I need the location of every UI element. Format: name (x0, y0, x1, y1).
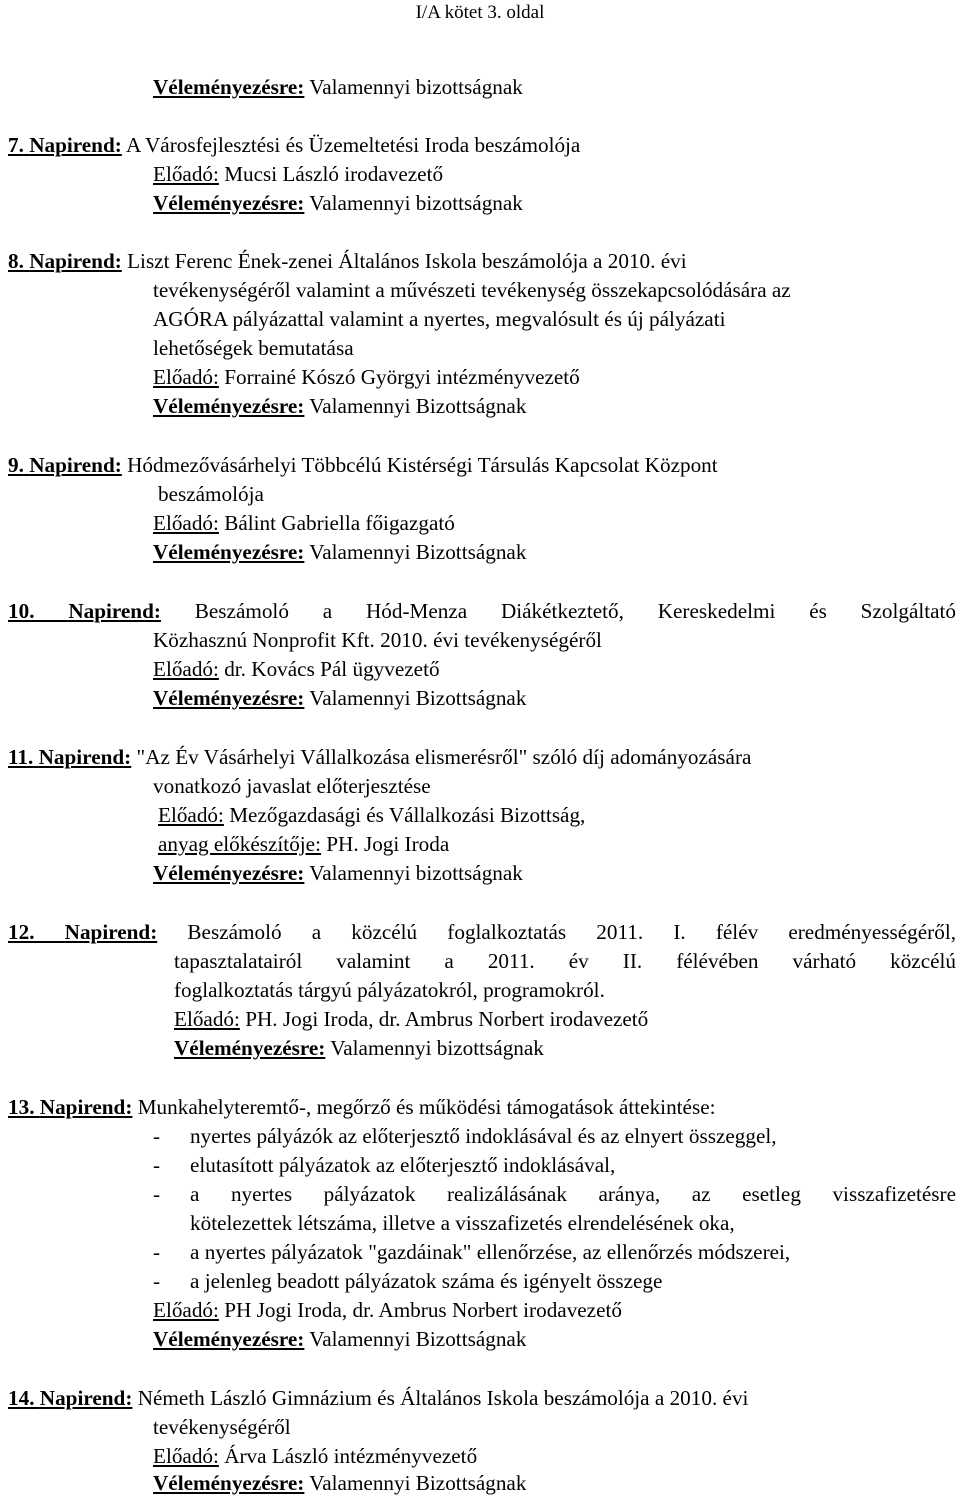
agenda-item-8-title-line: lehetőségek bemutatása (153, 336, 354, 360)
opinion-label: Véleményezésre: (153, 540, 305, 564)
presenter-label: Előadó: (153, 657, 219, 681)
presenter-value: Bálint Gabriella főigazgató (224, 511, 455, 535)
opinion-value: Valamennyi Bizottságnak (309, 394, 527, 418)
agenda-item-7-presenter (153, 161, 443, 187)
agenda-item-9-presenter (153, 510, 455, 536)
opinion-label: Véleményezésre: (153, 1471, 305, 1495)
agenda-item-7-opinion (153, 190, 523, 216)
agenda-title: Beszámoló a közcélú foglalkoztatás 2011. I. félév eredményességéről, (187, 920, 956, 944)
agenda-item-8-heading (8, 248, 687, 274)
opinion-value: Valamennyi Bizottságnak (309, 540, 527, 564)
agenda-item-9-opinion (153, 539, 526, 565)
bullet-item: a nyertes pályázatok realizálásának aránya, az esetleg visszafizetésre (190, 1182, 956, 1206)
opinion-value: Valamennyi bizottságnak (330, 1036, 544, 1060)
bullet-dash: - (153, 1240, 161, 1264)
agenda-item-10-title-line: Közhasznú Nonprofit Kft. 2010. évi tevékenységéről (153, 628, 602, 652)
agenda-item-12-heading (8, 919, 956, 945)
presenter-label: Előadó: (153, 365, 219, 389)
agenda-item-8-title-line: tevékenységéről valamint a művészeti tevékenység összekapcsolódására az (153, 278, 791, 302)
agenda-item-9-title-line: beszámolója (158, 482, 264, 506)
preparer-value: PH. Jogi Iroda (326, 832, 450, 856)
opinion-label: Véleményezésre: (153, 1327, 305, 1351)
agenda-item-12-opinion (174, 1035, 544, 1061)
agenda-item-11-heading (8, 744, 751, 770)
agenda-title: Németh László Gimnázium és Általános Iskola beszámolója a 2010. évi (137, 1386, 749, 1410)
opinion-label: Véleményezésre: (153, 394, 305, 418)
agenda-item-10-presenter (153, 656, 440, 682)
agenda-item-12-title-line: tapasztalatairól valamint a 2011. év II. félévében várható közcélú (174, 949, 956, 973)
page-header: I/A kötet 3. oldal (415, 2, 545, 23)
presenter-label: Előadó: (153, 1298, 219, 1322)
presenter-label: Előadó: (158, 803, 224, 827)
bullet-item: a nyertes pályázatok "gazdáinak" ellenőrzése, az ellenőrzés módszerei, (190, 1240, 791, 1264)
agenda-item-10-opinion (153, 685, 526, 711)
preparer-label: anyag előkészítője: (158, 832, 321, 856)
agenda-title: A Városfejlesztési és Üzemeltetési Iroda beszámolója (125, 133, 581, 157)
presenter-label: Előadó: (153, 511, 219, 535)
opinion-label: Véleményezésre: (174, 1036, 326, 1060)
agenda-title: Beszámoló a Hód-Menza Diákétkeztető, Kereskedelmi és Szolgáltató (194, 599, 957, 623)
opinion-value: Valamennyi Bizottságnak (309, 1327, 527, 1351)
presenter-value: dr. Kovács Pál ügyvezető (224, 657, 440, 681)
opinion-label: Véleményezésre: (153, 861, 305, 885)
opinion-value: Valamennyi bizottságnak (309, 191, 523, 215)
agenda-item-11-preparer (158, 831, 449, 857)
agenda-number: 12. Napirend: (8, 920, 158, 944)
agenda-item-12-title-line: foglalkoztatás tárgyú pályázatokról, programokról. (174, 978, 605, 1002)
agenda-item-7-heading (8, 132, 580, 158)
agenda-number: 14. Napirend: (8, 1386, 133, 1410)
bullet-item-continuation: kötelezettek létszáma, illetve a visszafizetés elrendelésének oka, (190, 1211, 735, 1235)
agenda-item-14-heading (8, 1385, 748, 1411)
presenter-value: Mucsi László irodavezető (224, 162, 444, 186)
agenda-number: 7. Napirend: (8, 133, 122, 157)
agenda-number: 9. Napirend: (8, 453, 122, 477)
agenda-title: Liszt Ferenc Ének-zenei Általános Iskola beszámolója a 2010. évi (127, 249, 687, 273)
presenter-value: PH. Jogi Iroda, dr. Ambrus Norbert irodavezető (245, 1007, 649, 1031)
opinion-value: Valamennyi Bizottságnak (309, 1471, 527, 1495)
presenter-label: Előadó: (153, 1444, 219, 1468)
agenda-item-11-opinion (153, 860, 523, 886)
agenda-item-14-presenter (153, 1443, 477, 1469)
agenda-number: 8. Napirend: (8, 249, 122, 273)
agenda-item-11-title-line: vonatkozó javaslat előterjesztése (153, 774, 431, 798)
intro-opinion-line (153, 74, 523, 100)
opinion-value: Valamennyi bizottságnak (309, 75, 523, 99)
agenda-item-13-presenter (153, 1297, 622, 1323)
bullet-item: elutasított pályázatok az előterjesztő indoklásával, (190, 1153, 616, 1177)
bullet-dash: - (153, 1124, 161, 1148)
agenda-item-13-opinion (153, 1326, 526, 1352)
agenda-item-9-heading (8, 452, 718, 478)
agenda-number: 10. Napirend: (8, 599, 161, 623)
opinion-label: Véleményezésre: (153, 686, 305, 710)
opinion-label: Véleményezésre: (153, 75, 305, 99)
agenda-item-10-heading (8, 598, 956, 624)
bullet-dash: - (153, 1269, 161, 1293)
bullet-item: nyertes pályázók az előterjesztő indoklásával és az elnyert összeggel, (190, 1124, 777, 1148)
presenter-value: Árva László intézményvezető (224, 1444, 478, 1468)
agenda-item-11-presenter (158, 802, 585, 828)
agenda-item-14-title-line: tevékenységéről (153, 1415, 291, 1439)
opinion-label: Véleményezésre: (153, 191, 305, 215)
agenda-number: 11. Napirend: (8, 745, 132, 769)
agenda-item-8-title-line: AGÓRA pályázattal valamint a nyertes, megvalósult és új pályázati (153, 307, 726, 331)
presenter-value: PH Jogi Iroda, dr. Ambrus Norbert irodavezető (224, 1298, 622, 1322)
agenda-number: 13. Napirend: (8, 1095, 133, 1119)
agenda-item-14-opinion (153, 1470, 526, 1496)
opinion-value: Valamennyi Bizottságnak (309, 686, 527, 710)
bullet-dash: - (153, 1182, 161, 1206)
opinion-value: Valamennyi bizottságnak (309, 861, 523, 885)
bullet-dash: - (153, 1153, 161, 1177)
agenda-title: "Az Év Vásárhelyi Vállalkozása elismerésről" szóló díj adományozására (136, 745, 752, 769)
bullet-item: a jelenleg beadott pályázatok száma és igényelt összege (190, 1269, 663, 1293)
agenda-item-8-opinion (153, 393, 526, 419)
presenter-label: Előadó: (153, 162, 219, 186)
agenda-title: Hódmezővásárhelyi Többcélú Kistérségi Társulás Kapcsolat Központ (127, 453, 718, 477)
agenda-item-8-presenter (153, 364, 580, 390)
agenda-item-12-presenter (174, 1006, 648, 1032)
presenter-label: Előadó: (174, 1007, 240, 1031)
presenter-value: Mezőgazdasági és Vállalkozási Bizottság, (229, 803, 586, 827)
agenda-item-13-heading (8, 1094, 716, 1120)
presenter-value: Forrainé Kószó Györgyi intézményvezető (224, 365, 580, 389)
agenda-title: Munkahelyteremtő-, megőrző és működési támogatások áttekintése: (137, 1095, 716, 1119)
